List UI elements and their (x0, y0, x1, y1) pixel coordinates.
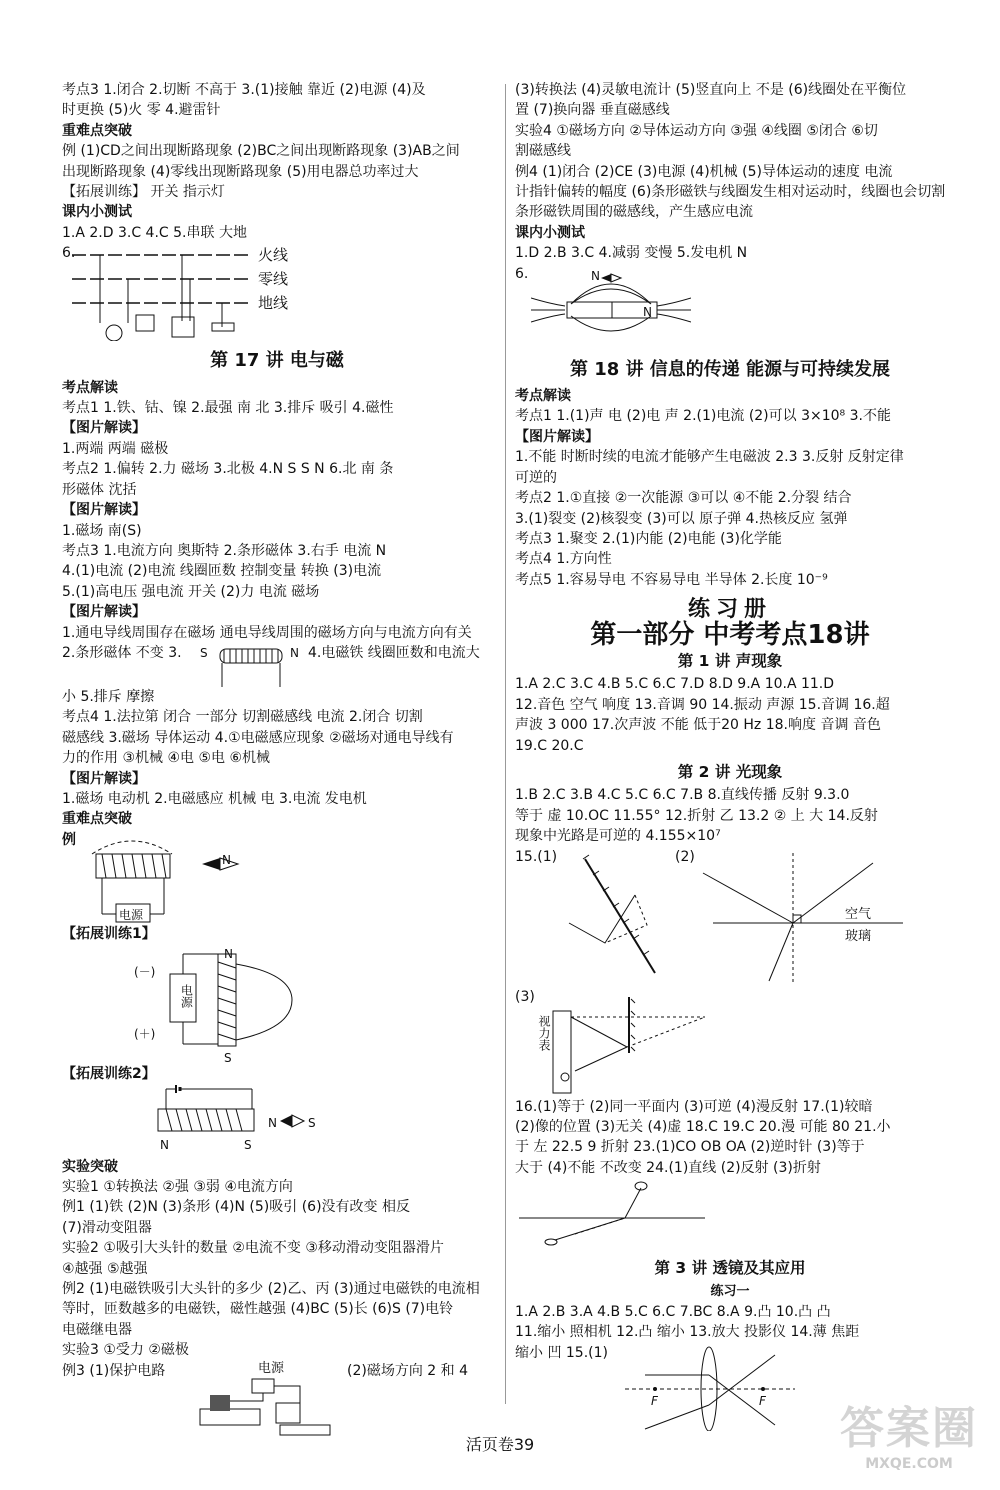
text-line: 1.D 2.B 3.C 4.减弱 变慢 5.发电机 N (515, 245, 748, 262)
text-line: 出现断路现象 (4)零线出现断路现象 (5)用电器总功率过大 (62, 163, 419, 180)
text-line: 15.(1) (515, 848, 558, 865)
text-line: 力的作用 ③机械 ④电 ⑤电 ⑥机械 (62, 750, 271, 767)
lecture-3-title: 第 3 讲 透镜及其应用 (654, 1259, 806, 1278)
lecture-1-title: 第 1 讲 声现象 (677, 651, 783, 670)
section-heading: 重难点突破 (62, 122, 132, 139)
vision-table-label: 视力表 (537, 1014, 551, 1051)
text-line: 考点3 1.聚变 2.(1)内能 (2)电能 (3)化学能 (515, 530, 782, 547)
text-line: 磁感线 3.磁场 导体运动 4.①电磁感应现象 ②磁场对通电导线有 (62, 729, 454, 746)
text-line: 电磁继电器 (62, 1321, 132, 1338)
air-label: 空气 (845, 906, 872, 922)
text-line: 4.(1)电流 (2)电流 线圈匝数 控制变量 转换 (3)电流 (62, 563, 382, 580)
optics-figures-15 (515, 847, 945, 987)
power-label: 电源 (179, 984, 194, 1009)
lecture-18-title: 第 18 讲 信息的传递 能源与可持续发展 (569, 358, 891, 380)
text-line: 考点2 1.①直接 ②一次能源 ③可以 ④不能 2.分裂 结合 (515, 490, 852, 507)
text-line: 1.A 2.B 3.A 4.B 5.C 6.C 7.BC 8.A 9.凸 10.凸 凸 (515, 1304, 831, 1321)
section-heading: 考点解读 (515, 388, 571, 405)
text-line: 大于 (4)不能 不改变 24.(1)直线 (2)反射 (3)折射 (515, 1159, 821, 1176)
refraction-figure (693, 853, 943, 983)
power-label: 电源 (258, 1360, 285, 1376)
text-line: 缩小 凹 15.(1) (515, 1344, 608, 1361)
text-line: 时更换 (5)火 零 4.避雷针 (62, 102, 221, 119)
part-title: 第一部分 中考考点18讲 (590, 619, 870, 650)
text-line: 2.条形磁体 不变 3. (62, 644, 182, 661)
text-line: 实验2 ①吸引大头针的数量 ②电流不变 ③移动滑动变阻器滑片 (62, 1240, 444, 1257)
n-label: N (160, 1137, 169, 1152)
column-divider (505, 84, 506, 1404)
text-line: 等时，匝数越多的电磁铁，磁性越强 (4)BC (5)长 (6)S (7)电铃 (62, 1301, 454, 1318)
text-line: 6. (62, 245, 76, 262)
n-label: N (643, 304, 652, 319)
text-line: 计指针偏转的幅度 (6)条形磁铁与线圈发生相对运动时，线圈也会切割 (515, 184, 946, 201)
s-label: S (224, 1051, 232, 1066)
text-line: 声波 3 000 17.次声波 不能 低于20 Hz 18.响度 音调 音色 (515, 717, 881, 734)
n-label: N (268, 1115, 277, 1130)
text-line: 例 (1)CD之间出现断路现象 (2)BC之间出现断路现象 (3)AB之间 (62, 143, 460, 160)
text-line: (7)滑动变阻器 (62, 1219, 152, 1236)
section-heading: 【图片解读】 (62, 770, 146, 787)
workbook-title: 练习册 (687, 597, 772, 623)
plane-mirror-figure (545, 853, 675, 983)
n-label: N (224, 947, 233, 962)
section-heading: 课内小测试 (515, 224, 585, 241)
lecture-2-title: 第 2 讲 光现象 (677, 762, 783, 781)
focus-label: F (651, 1393, 658, 1408)
text-line: 6. (515, 265, 529, 282)
text-line: 例2 (1)电磁铁吸引大头针的多少 (2)乙、丙 (3)通过电磁铁的电流相 (62, 1281, 480, 1298)
text-line: (3) (515, 988, 535, 1005)
text-line: 实验1 ①转换法 ②强 ③弱 ④电流方向 (62, 1179, 293, 1195)
text-line: (2) (675, 848, 695, 865)
left-column (62, 80, 492, 1439)
text-line: 例 (62, 831, 76, 848)
page-footer: 活页卷39 (465, 1435, 535, 1454)
coil-s-label: S (200, 645, 208, 660)
text-line: 考点3 1.闭合 2.切断 不高于 3.(1)接触 靠近 (2)电源 (4)及 (62, 82, 426, 98)
watermark-bottom: MXQE.COM (865, 1456, 953, 1472)
text-line: 现象中光路是可逆的 4.155×10⁷ (515, 828, 721, 845)
n-label: N (222, 852, 231, 867)
text-line: 11.缩小 照相机 12.凸 缩小 13.放大 投影仪 14.薄 焦距 (515, 1324, 860, 1341)
text-line: 4.电磁铁 线圈匝数和电流大 (308, 644, 480, 661)
n-label: N (591, 268, 600, 283)
section-heading: 重难点突破 (62, 811, 132, 828)
text-line: 16.(1)等于 (2)同一平面内 (3)可逆 (4)漫反射 17.(1)较暗 (515, 1098, 873, 1115)
text-line: 考点4 1.方向性 (515, 551, 612, 568)
bar-magnet-figure (515, 264, 945, 350)
live-wire-label: 火线 (258, 246, 289, 265)
example-electromagnet-figure (62, 830, 492, 924)
house-circuit-figure (62, 243, 492, 341)
power-label: 电源 (119, 907, 144, 922)
text-line: 形磁体 沈括 (62, 481, 137, 498)
text-line: 考点1 1.铁、钴、镍 2.最强 南 北 3.排斥 吸引 4.磁性 (62, 400, 394, 417)
neutral-wire-label: 零线 (258, 270, 289, 289)
text-line: 实验3 ①受力 ②磁极 (62, 1342, 189, 1359)
example-3-row (62, 1361, 492, 1439)
text-line: 例3 (1)保护电路 (62, 1362, 166, 1379)
coil-n-label: N (290, 645, 299, 660)
text-line: 割磁感线 (515, 143, 571, 160)
text-line: 条形磁铁周围的磁感线，产生感应电流 (515, 204, 753, 221)
section-heading: 【拓展训练1】 (62, 925, 156, 942)
section-heading: 【图片解读】 (62, 420, 146, 437)
text-line: 1.两端 两端 磁极 (62, 440, 169, 457)
fish-refraction-figure (515, 1178, 945, 1252)
section-heading: 【图片解读】 (62, 502, 146, 519)
text-line: 5.(1)高电压 强电流 开关 (2)力 电流 磁场 (62, 583, 320, 600)
text-line: 可逆的 (515, 469, 557, 486)
coil-figure (210, 643, 300, 687)
text-line: (3)转换法 (4)灵敏电流计 (5)竖直向上 不是 (6)线圈处在平衡位 (515, 82, 907, 98)
text-line: 12.音色 空气 响度 13.音调 90 14.振动 声源 15.音调 16.超 (515, 696, 890, 713)
text-line: 1.磁场 电动机 2.电磁感应 机械 电 3.电流 发电机 (62, 790, 367, 807)
text-line: 考点2 1.偏转 2.力 磁场 3.北极 4.N S S N 6.北 南 条 (62, 461, 394, 478)
watermark-top: 答案圈 (840, 1403, 978, 1454)
text-line: 1.通电导线周围存在磁场 通电导线周围的磁场方向与电流方向有关 (62, 624, 472, 641)
ground-wire-label: 地线 (258, 294, 289, 313)
text-line: 考点1 1.(1)声 电 (2)电 声 2.(1)电流 (2)可以 3×10⁸ 3.不能 (515, 408, 891, 425)
text-line: 1.磁场 南(S) (62, 522, 142, 539)
text-line: 3.(1)裂变 (2)核裂变 (3)可以 原子弹 4.热核反应 氢弹 (515, 510, 848, 527)
section-heading: 【拓展训练2】 (62, 1066, 156, 1083)
section-heading: 【图片解读】 (515, 428, 599, 445)
coil-figure-row (62, 643, 492, 687)
text-line: ④越强 ⑤越强 (62, 1260, 148, 1277)
section-heading: 实验突破 (62, 1158, 118, 1175)
vision-chart-figure (515, 987, 945, 1097)
focus-label: F (759, 1393, 766, 1408)
glass-label: 玻璃 (845, 928, 872, 944)
minus-label: (－) (134, 965, 156, 980)
right-column (515, 80, 945, 1431)
text-line: (2)磁场方向 2 和 4 (347, 1362, 468, 1379)
lecture-17-title: 第 17 讲 电与磁 (210, 350, 344, 372)
text-line: 例1 (1)铁 (2)N (3)条形 (4)N (5)吸引 (6)没有改变 相反 (62, 1199, 410, 1216)
exercise-subtitle: 练习一 (710, 1283, 750, 1299)
s-label: S (244, 1137, 252, 1152)
convex-lens-figure (625, 1345, 795, 1431)
text-line: 【拓展训练】 开关 指示灯 (62, 184, 225, 201)
extension-2-figure (62, 1085, 492, 1157)
text-line: 1.A 2.C 3.C 4.B 5.C 6.C 7.D 8.D 9.A 10.A 11.D (515, 676, 835, 693)
text-line: 置 (7)换向器 垂直磁感线 (515, 102, 670, 119)
watermark-logo (840, 1392, 978, 1472)
text-line: 1.不能 时断时续的电流才能够产生电磁波 2.3 3.反射 反射定律 (515, 449, 904, 466)
extension-1-figure (62, 944, 492, 1064)
section-heading: 考点解读 (62, 379, 118, 396)
text-line: 例4 (1)闭合 (2)CE (3)电源 (4)机械 (5)导体运动的速度 电流 (515, 163, 893, 180)
text-line: 19.C 20.C (515, 737, 584, 754)
text-line: 考点3 1.电流方向 奥斯特 2.条形磁体 3.右手 电流 N (62, 542, 387, 559)
s-label: S (308, 1115, 316, 1130)
text-line: (2)像的位置 (3)无关 (4)虚 18.C 19.C 20.漫 可能 80 21.小 (515, 1119, 891, 1135)
text-line: 实验4 ①磁场方向 ②导体运动方向 ③强 ④线圈 ⑤闭合 ⑥切 (515, 122, 878, 139)
text-line: 1.A 2.D 3.C 4.C 5.串联 大地 (62, 224, 247, 241)
text-line: 小 5.排斥 摩擦 (62, 688, 155, 705)
text-line: 考点5 1.容易导电 不容易导电 半导体 2.长度 10⁻⁹ (515, 571, 828, 588)
motor-apparatus-figure (190, 1373, 350, 1437)
plus-label: (＋) (134, 1027, 156, 1042)
text-line: 等于 虚 10.OC 11.55° 12.折射 乙 13.2 ② 上 大 14.反射 (515, 807, 878, 824)
section-heading: 课内小测试 (62, 204, 132, 221)
text-line: 于 左 22.5 9 折射 23.(1)CO OB OA (2)逆时针 (3)等于 (515, 1139, 865, 1156)
text-line: 考点4 1.法拉第 闭合 一部分 切割磁感线 电流 2.闭合 切割 (62, 709, 423, 726)
text-line: 1.B 2.C 3.B 4.C 5.C 6.C 7.B 8.直线传播 反射 9.3.0 (515, 787, 850, 804)
section-heading: 【图片解读】 (62, 604, 146, 621)
